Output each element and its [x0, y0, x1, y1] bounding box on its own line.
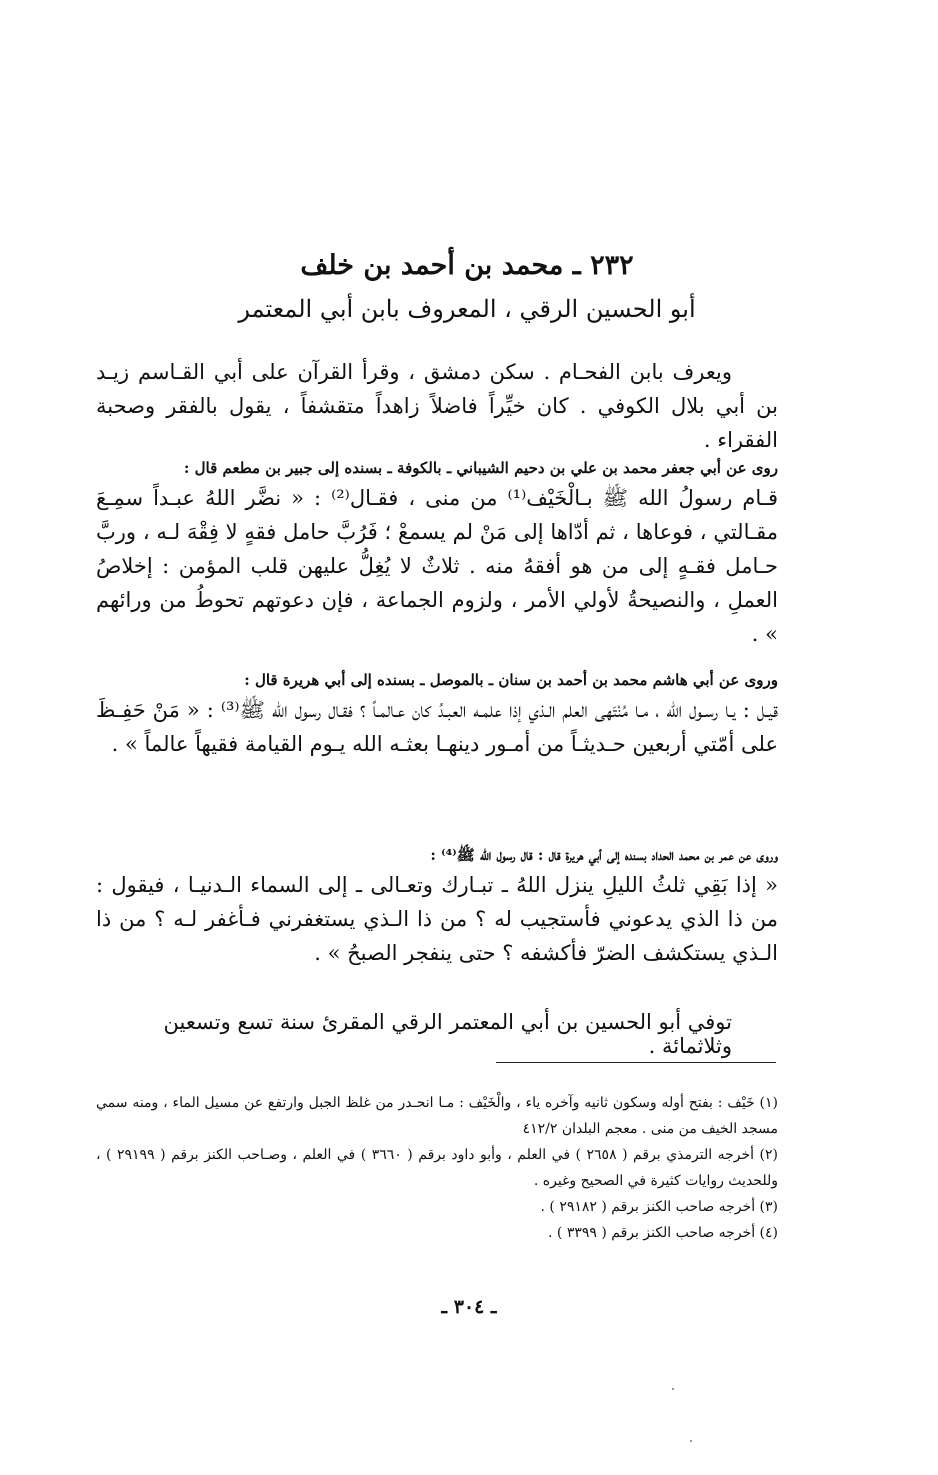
narration-chain: وروى عن عمر بن محمد الحداد بسنده إلى أبي هريرة قال : قال رسول الله ﷺ⁽⁴⁾ : — [430, 846, 778, 864]
scan-speck — [672, 1388, 674, 1390]
narration-3 — [96, 842, 778, 970]
death-note-text: توفي أبو الحسين بن أبي المعتمر الرقي المقرئ سنة تسع وتسعين وثلاثمائة . — [163, 1010, 732, 1058]
narration-text: قيـل : يـا رسـول الله ، مـا مُنْتَهى العلم الـذي إذا علمـه العبـدُ كان عـالمـاً ؟ فقـال رسول الله ﷺ⁽³⁾ : « مَنْ حَفِـظَ على أمّتي أربعين حـديثـاً من أمـور دينهـا بعثـه الله يـوم القيامة فقيهاً عالماً » . — [96, 698, 778, 756]
page-number: ـ ٣٠٤ ـ — [441, 1296, 497, 1318]
narration-text: « إذا بَقِي ثلثُ الليلِ ينزل اللهُ ـ تبـارك وتعـالى ـ إلى السماء الـدنيـا ، فيقول : من ذا الذي يدعوني فأستجيب له ؟ من ذا الـذي يستغفرني فـأغفر لـه ؟ من ذا الـذي يستكشف الضرّ فأكشفه ؟ حتى ينفجر الصبحُ » . — [96, 873, 778, 965]
footnote-2: (٢) أخرجه الترمذي برقم ( ٢٦٥٨ ) في العلم ، وأبو داود برقم ( ٣٦٦٠ ) في العلم ، وصـاحب الكنز برقم ( ٢٩١٩٩ ) ، وللحديث روايات كثيرة في الصحيح وغيره . — [96, 1147, 779, 1189]
narration-chain: روى عن أبي جعفر محمد بن علي بن دحيم الشيباني ـ بالكوفة ـ بسنده إلى جبير بن مطعم قال : — [183, 459, 778, 477]
scan-speck — [690, 1440, 692, 1442]
footnote-3: (٣) أخرجه صاحب الكنز برقم ( ٢٩١٨٢ ) . — [540, 1199, 778, 1215]
narration-1 — [96, 455, 778, 651]
death-note — [96, 1010, 778, 1058]
entry-subtitle: أبو الحسين الرقي ، المعروف بابن أبي المعتمر — [238, 295, 696, 323]
narration-2 — [96, 667, 778, 761]
footnote-4: (٤) أخرجه صاحب الكنز برقم ( ٣٣٩٩ ) . — [548, 1225, 778, 1241]
footnote-separator — [496, 1062, 776, 1063]
footnotes — [96, 1090, 778, 1246]
intro-paragraph: ويعرف بابن الفحـام . سكن دمشق ، وقرأ القرآن على أبي القـاسم زيـد بن أبي بلال الكوفي . كان خيِّراً فاضلاً زاهداً متقشفاً ، يقول بالفقر وصحبة الفقراء . — [96, 360, 778, 452]
narration-text: قـام رسولُ الله ﷺ بـالْخَيْف⁽¹⁾ من منى ، فقـال⁽²⁾ : « نضَّر اللهُ عبـداً سمِـعَ مقـالتي ، فوعاها ، ثم أدّاها إلى مَنْ لم يسمعْ ؛ فَرُبَّ حامل فقهٍ لا فِقْهَ لـه ، وربَّ حـامل فقـهٍ إلى من هو أفقهُ منه . ثلاثٌ لا يُغِلُّ عليهن قلب المؤمن : إخلاصُ العملِ ، والنصيحةُ لأولي الأمر ، ولزوم الجماعة ، فإن دعوتهم تحوطُ من ورائهم » . — [96, 486, 778, 646]
entry-title: ٢٣٢ ـ محمد بن أحمد بن خلف — [300, 250, 634, 281]
narration-chain: وروى عن أبي هاشم محمد بن أحمد بن سنان ـ بالموصل ـ بسنده إلى أبي هريرة قال : — [244, 671, 778, 689]
footnote-1: (١) خَيْف : بفتح أوله وسكون ثانيه وآخره ياء ، والْخَيْف : مـا انحـدر من غلظ الجبل وارتفع عن مسيل الماء ، ومنه سمي مسجد الخيف من منى . معجم البلدان ٤١٢/٢ — [96, 1095, 778, 1137]
